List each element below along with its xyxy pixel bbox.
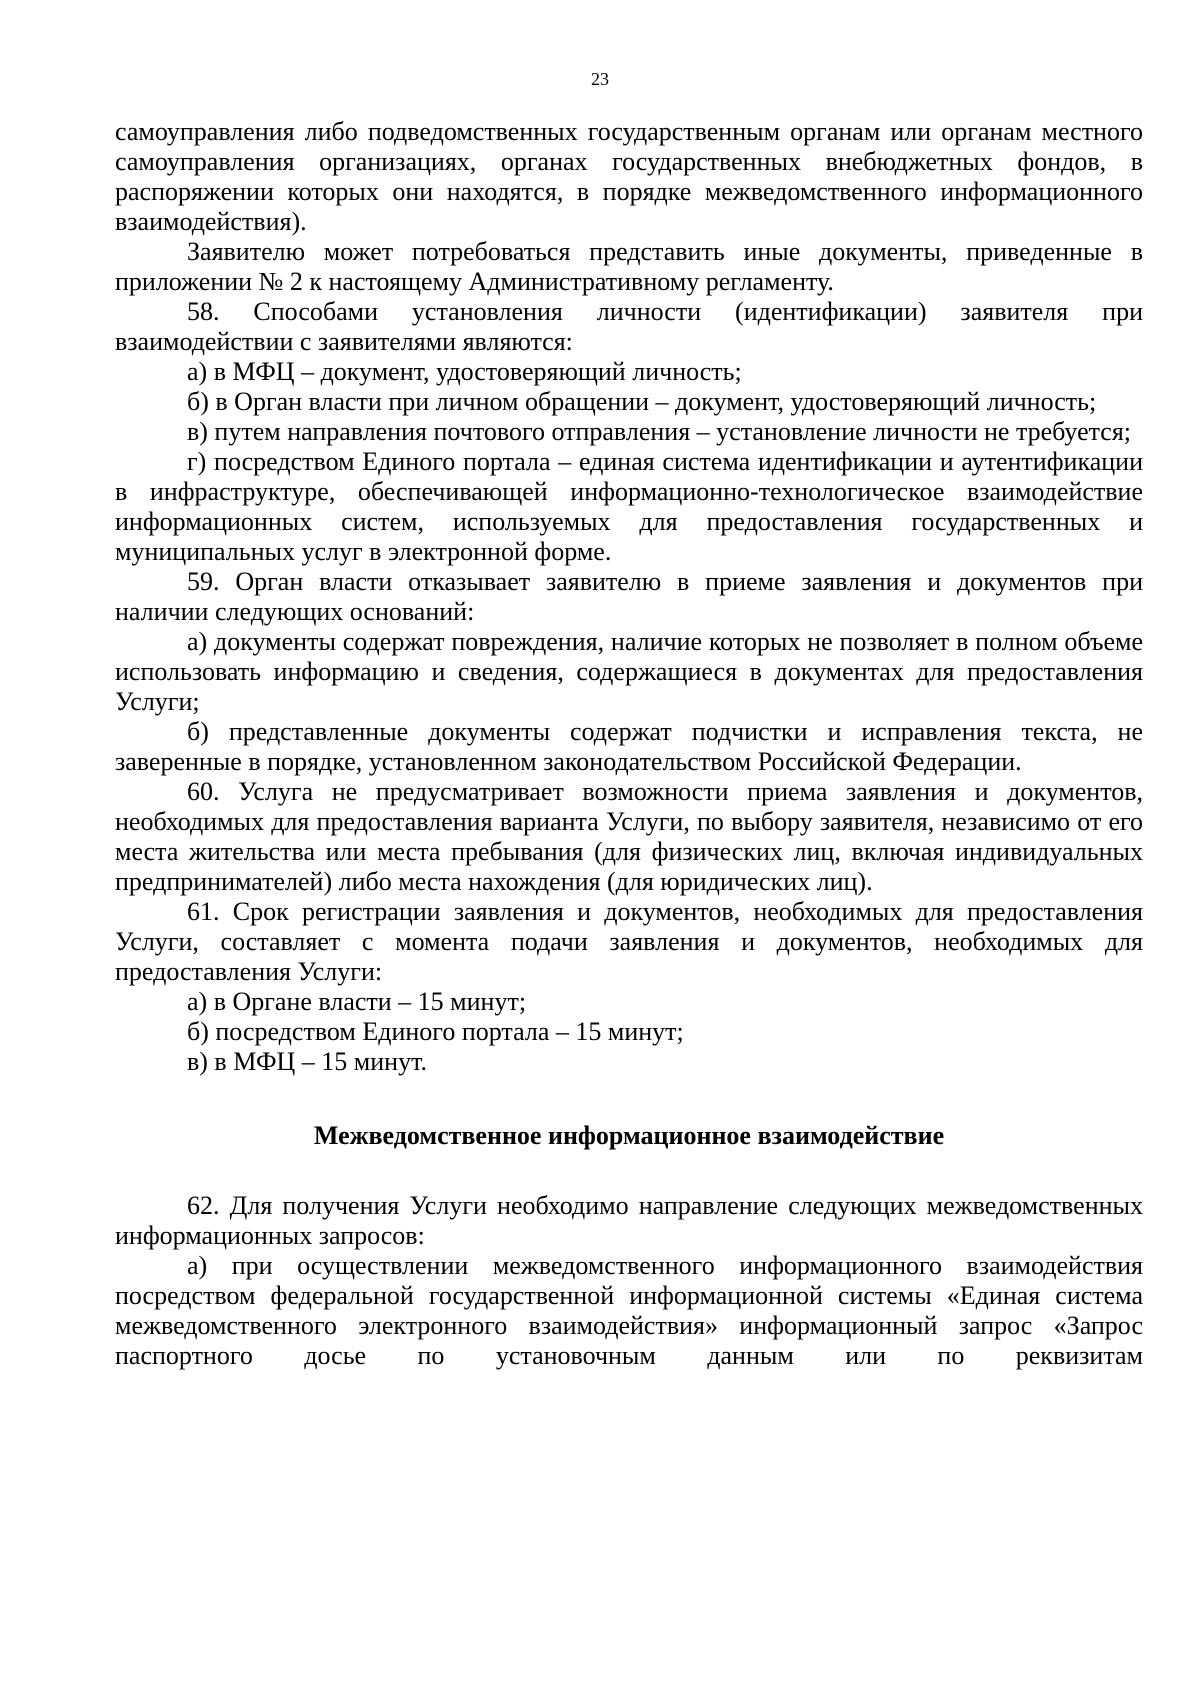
paragraph: 58. Способами установления личности (идентификации) заявителя при взаимодействии с заявителями являются: bbox=[115, 297, 1143, 356]
paragraph: 59. Орган власти отказывает заявителю в приеме заявления и документов при наличии следующих оснований: bbox=[115, 567, 1143, 626]
page-number: 23 bbox=[591, 69, 609, 89]
paragraph: 61. Срок регистрации заявления и документов, необходимых для предоставления Услуги, составляет с момента подачи заявления и документов, необходимых для предоставления Услуги: bbox=[115, 897, 1143, 986]
paragraph: а) документы содержат повреждения, наличие которых не позволяет в полном объеме использовать информацию и сведения, содержащиеся в документах для предоставления Услуги; bbox=[115, 627, 1143, 716]
paragraph: в) путем направления почтового отправления – установление личности не требуется; bbox=[187, 417, 1132, 446]
paragraph: Заявителю может потребоваться представить иные документы, приведенные в приложении № 2 к настоящему Административному регламенту. bbox=[115, 237, 1143, 296]
paragraph: г) посредством Единого портала – единая система идентификации и аутентификации в инфраструктуре, обеспечивающей информационно-технологическое взаимодействие информационных систем, используемых для предоставления государственных и муниципальных услуг в электронной форме. bbox=[115, 447, 1143, 566]
document-body bbox=[115, 117, 1143, 1371]
paragraph: в) в МФЦ – 15 минут. bbox=[187, 1047, 427, 1076]
paragraph: 62. Для получения Услуги необходимо направление следующих межведомственных информационных запросов: bbox=[115, 1191, 1143, 1250]
paragraph: а) в МФЦ – документ, удостоверяющий личность; bbox=[187, 357, 742, 386]
paragraph: б) представленные документы содержат подчистки и исправления текста, не заверенные в порядке, установленном законодательством Российской Федерации. bbox=[115, 717, 1143, 776]
paragraph: 60. Услуга не предусматривает возможности приема заявления и документов, необходимых для предоставления варианта Услуги, по выбору заявителя, независимо от его места жительства или места пребывания (для физических лиц, включая индивидуальных предпринимателей) либо места нахождения (для юридических лиц). bbox=[115, 777, 1143, 896]
paragraph: а) при осуществлении межведомственного информационного взаимодействия посредством федеральной государственной информационной системы «Единая система межведомственного электронного взаимодействия» информационный запрос «Запрос паспортного досье по установочным данным или по реквизитам bbox=[115, 1251, 1143, 1370]
paragraph: самоуправления либо подведомственных государственным органам или органам местного самоуправления организациях, органах государственных внебюджетных фондов, в распоряжении которых они находятся, в порядке межведомственного информационного взаимодействия). bbox=[115, 117, 1143, 236]
paragraphs-before-heading bbox=[115, 117, 1143, 1077]
section-heading: Межведомственное информационное взаимодействие bbox=[313, 1121, 945, 1150]
paragraph: б) посредством Единого портала – 15 минут; bbox=[187, 1017, 684, 1046]
paragraphs-after-heading bbox=[115, 1191, 1143, 1371]
paragraph: а) в Органе власти – 15 минут; bbox=[187, 987, 527, 1016]
paragraph: б) в Орган власти при личном обращении – документ, удостоверяющий личность; bbox=[187, 387, 1097, 416]
